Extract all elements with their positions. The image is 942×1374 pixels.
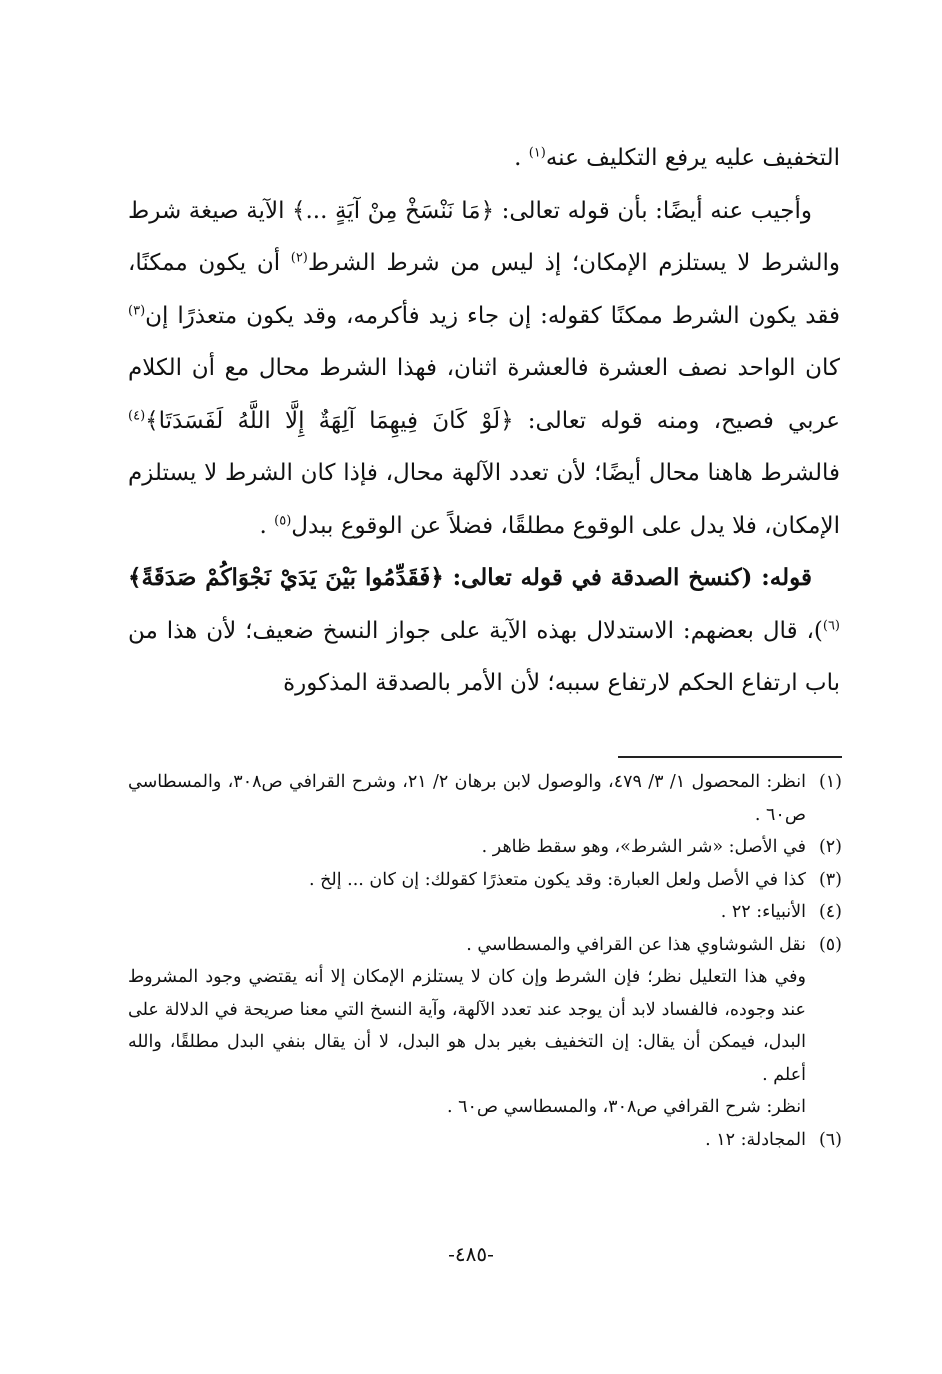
footnote-3-text: كذا في الأصل ولعل العبارة: وقد يكون متعذرًا كقولك: إن كان ... إلخ . [308, 869, 806, 890]
footnotes [128, 766, 842, 1156]
footnote-6 [128, 1124, 842, 1157]
footnote-3 [128, 864, 842, 897]
footnote-5 [128, 929, 842, 962]
paragraph-2-part-a: وأجيب عنه أيضًا: بأن قوله تعالى: ﴿مَا نَنْسَخْ مِنْ آيَةٍ ...﴾ الآية صيغة شرط والشرط لا يستلزم الإمكان؛ إذ ليس من شرط الشرط [128, 197, 840, 276]
paragraph-2-part-b: أن يكون ممكنًا، فقد يكون الشرط ممكنًا كقوله: إن جاء زيد فأكرمه، وقد يكون متعذرًا إن [128, 250, 840, 329]
footnote-6-number: (٦) [818, 1129, 842, 1150]
footnote-5-text: نقل الشوشاوي هذا عن القرافي والمسطاسي . [466, 934, 806, 955]
footnote-2-text: في الأصل: «شر الشرط»، وهو سقط ظاهر . [481, 837, 806, 857]
footnote-ref-3: (٣) [128, 302, 146, 318]
footnote-ref-6: (٦) [822, 617, 840, 633]
footnote-1-text: انظر: المحصول ١/ ٣/ ٤٧٩، والوصول لابن برهان ٢/ ٢١، وشرح القرافي ص٣٠٨، والمسطاسي ص٦٠ . [128, 772, 807, 825]
footnote-6-text: المجادلة: ١٢ . [705, 1129, 806, 1150]
paragraph-2 [128, 185, 840, 553]
paragraph-2-part-e: . [259, 512, 275, 539]
main-text [128, 132, 840, 710]
footnote-ref-5: (٥) [274, 512, 292, 528]
footnote-1 [128, 766, 842, 831]
footnote-4 [128, 896, 842, 929]
footnote-1-number: (١) [818, 772, 842, 792]
footnote-4-text: الأنبياء: ٢٢ . [720, 902, 806, 922]
paragraph-2-part-d: فالشرط هاهنا محال أيضًا؛ لأن تعدد الآلهة محال، فإذا كان الشرط لا يستلزم الإمكان، فلا يدل على الوقوع مطلقًا، فضلاً عن الوقوع ببدل [128, 460, 840, 539]
paragraph-3 [128, 552, 840, 710]
footnote-2 [128, 831, 842, 864]
page-number: -٤٨٥- [448, 1242, 494, 1266]
footnote-ref-4: (٤) [128, 407, 146, 423]
footnote-ref-1: (١) [528, 145, 546, 161]
footnote-ref-2: (٢) [290, 250, 308, 266]
paragraph-3-lemma: قوله: (كنسخ الصدقة في قوله تعالى: ﴿فَقَدِّمُوا بَيْنَ يَدَيْ نَجْوَاكُمْ صَدَقَةً﴾ [128, 564, 812, 591]
footnote-5-number: (٥) [818, 934, 842, 955]
paragraph-3-text: )، قال بعضهم: الاستدلال بهذه الآية على جواز النسخ ضعيف؛ لأن هذا من باب ارتفاع الحكم لارتفاع سببه؛ لأن الأمر بالصدقة المذكورة [128, 617, 840, 696]
paragraph-2-part-c: كان الواحد نصف العشرة فالعشرة اثنان، فهذا الشرط محال مع أن الكلام عربي فصيح، ومنه قوله تعالى: ﴿لَوْ كَانَ فِيهِمَا آلِهَةٌ إِلَّا اللَّهُ لَفَسَدَتَا﴾ [128, 355, 840, 434]
paragraph-1-tail: . [514, 145, 529, 171]
footnote-4-number: (٤) [818, 902, 842, 922]
footnote-5-continuation: وفي هذا التعليل نظر؛ فإن الشرط وإن كان لا يستلزم الإمكان إلا أنه يقتضي وجود المشروط عند وجوده، فالفساد لابد أن يوجد عند تعدد الآلهة، وآية النسخ التي معنا صريحة في الدلالة على البدل، فيمكن أن يقال: إن التخفيف بغير بدل هو البدل، لا أن يقال بنفي البدل مطلقًا، والله أعلم . [128, 967, 806, 1085]
paragraph-1 [128, 132, 840, 185]
footnote-3-number: (٣) [818, 869, 842, 890]
footnote-separator [618, 756, 842, 758]
footnote-5-source: انظر: شرح القرافي ص٣٠٨، والمسطاسي ص٦٠ . [446, 1097, 806, 1117]
footnote-2-number: (٢) [818, 837, 842, 857]
paragraph-1-text: التخفيف عليه يرفع التكليف عنه [545, 145, 840, 171]
